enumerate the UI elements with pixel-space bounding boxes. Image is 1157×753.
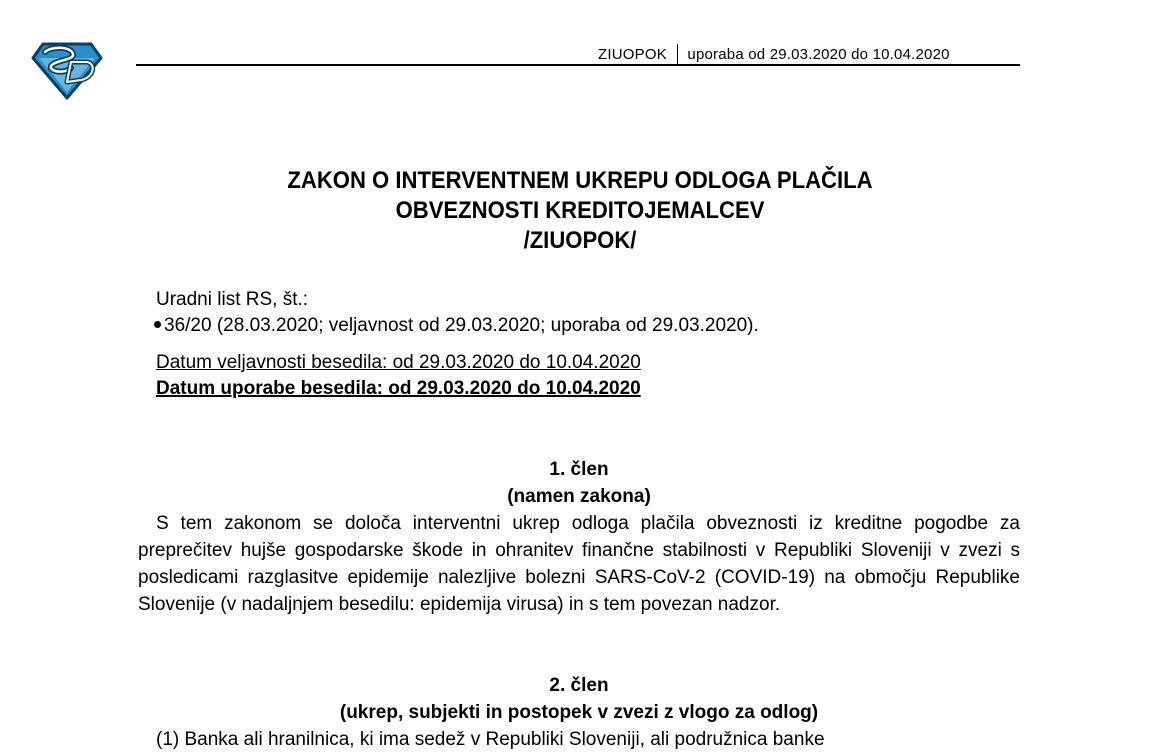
article-heading: (ukrep, subjekti in postopek v zvezi z vlogo za odlog) [339, 702, 819, 723]
gazette-entry [156, 313, 759, 339]
article-body: (1) Banka ali hranilnica, ki ima sedež v Republiki Sloveniji, ali podružnica banke [156, 729, 825, 750]
article-heading: (namen zakona) [507, 486, 651, 507]
article-2 [138, 672, 1020, 753]
article-body: S tem zakonom se določa interventni ukrep odloga plačila obveznosti iz kreditne pogodbe za preprečitev hujše gospodarske škode in ohranitev finančne stabilnosti v Republiki Sloveniji v zvezi s posledicami razglasitve epidemije nalezljive bolezni SARS-CoV-2 (COVID-19) na območju Republike Slovenije (v nadaljnjem besedilu: epidemija virusa) in s tem povezan nadzor. [138, 513, 1020, 615]
gazette-entry-text: 36/20 (28.03.2020; veljavnost od 29.03.2020; uporaba od 29.03.2020). [164, 315, 759, 336]
title-line-1: ZAKON O INTERVENTNEM UKREPU ODLOGA PLAČILA [287, 167, 873, 194]
title-abbreviation: /ZIUOPOK/ [523, 227, 637, 254]
header-separator [677, 44, 679, 64]
sd-logo-icon [31, 40, 103, 100]
article-number: 1. člen [549, 459, 609, 480]
header-usage-period: uporaba od 29.03.2020 do 10.04.2020 [687, 46, 950, 63]
usage-date: Datum uporabe besedila: od 29.03.2020 do 10.04.2020 [156, 378, 641, 399]
bullet-icon [154, 321, 161, 328]
article-number: 2. člen [549, 675, 609, 696]
article-1 [138, 456, 1020, 618]
header-abbreviation: ZIUOPOK [598, 46, 667, 63]
header-rule [136, 64, 1020, 66]
gazette-label: Uradni list RS, št.: [156, 289, 309, 310]
validity-date: Datum veljavnosti besedila: od 29.03.2020 do 10.04.2020 [156, 352, 641, 373]
official-gazette [156, 287, 759, 339]
document-title [175, 166, 985, 256]
running-header [598, 44, 950, 64]
text-dates [156, 350, 641, 402]
title-line-2: OBVEZNOSTI KREDITOJEMALCEV [395, 197, 765, 224]
